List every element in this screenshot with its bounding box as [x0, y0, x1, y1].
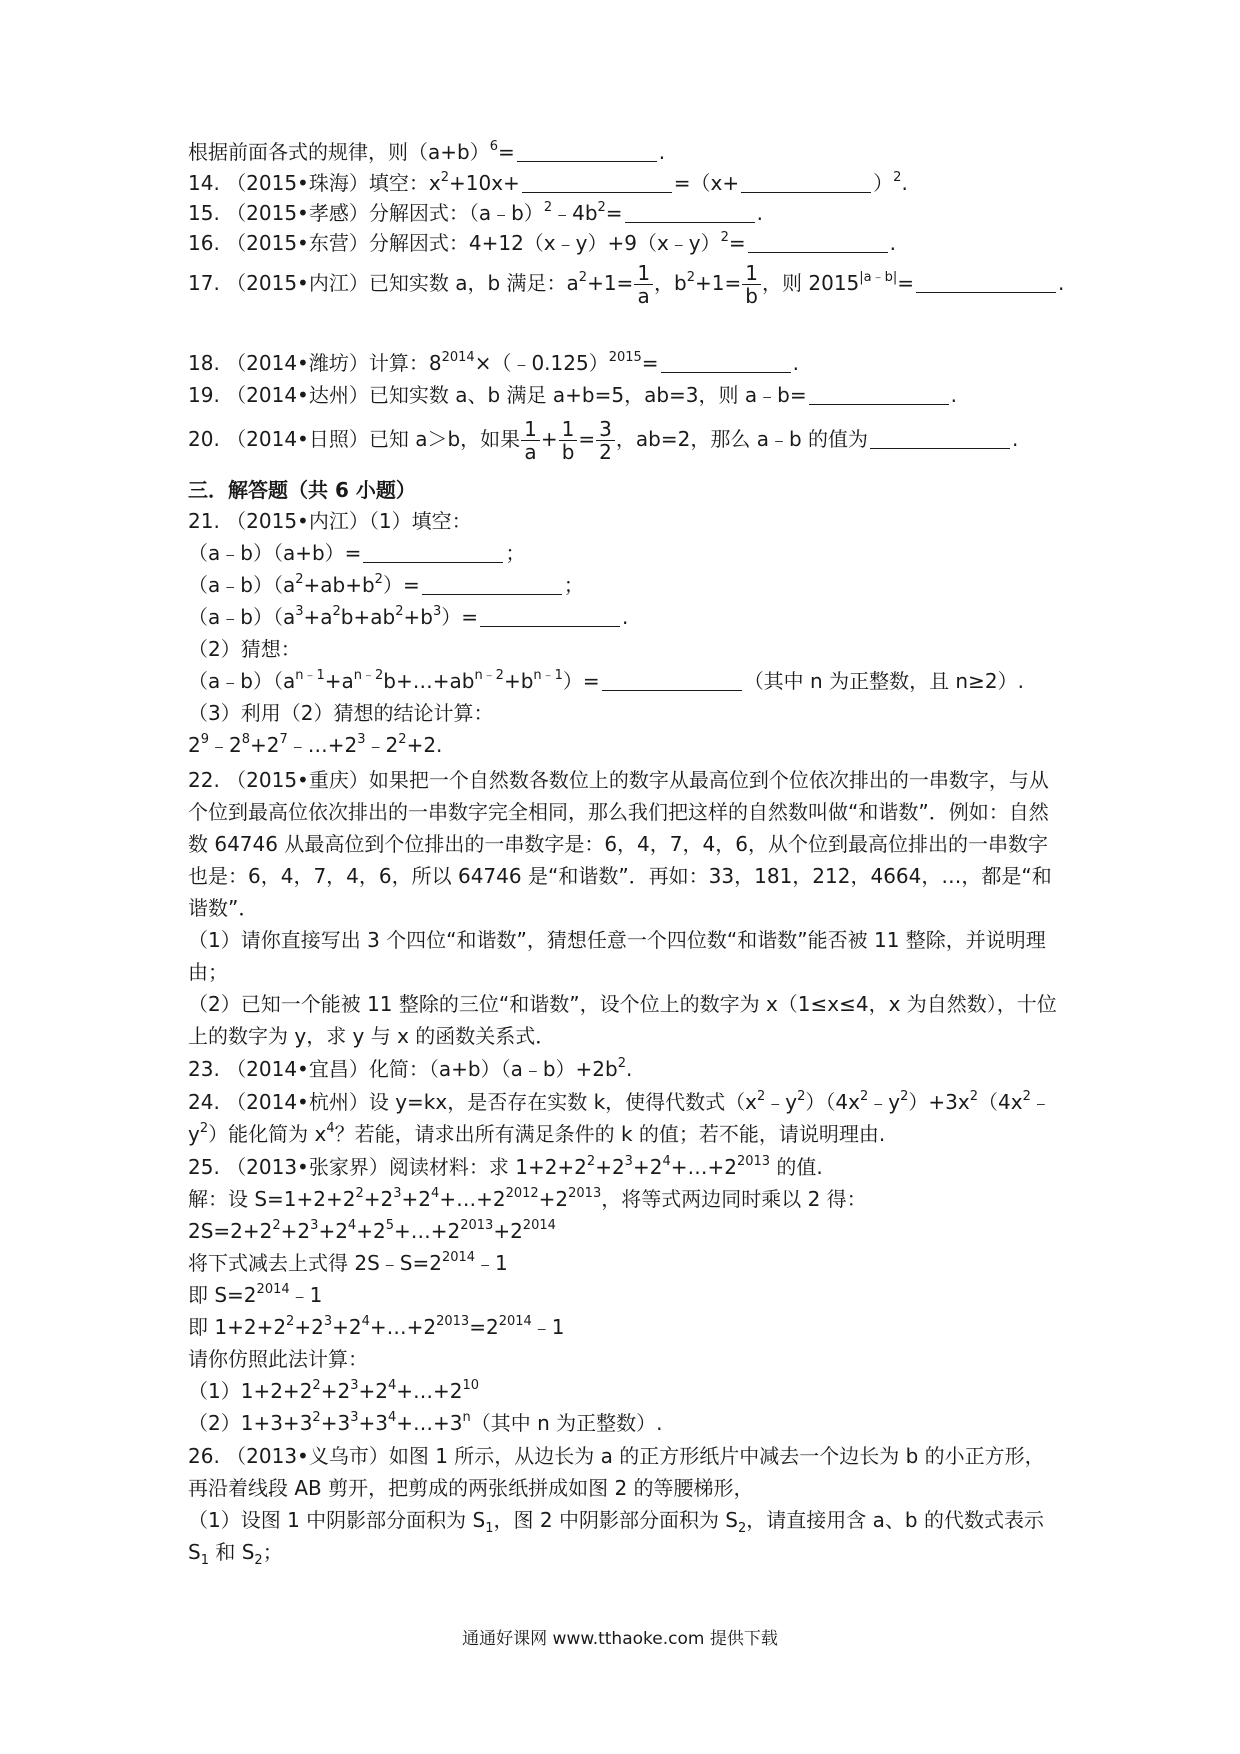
exponent: 2 — [893, 170, 902, 185]
text: 25. （2013•张家界）阅读材料：求 1+2+2 — [188, 1155, 587, 1179]
question-22-paragraph-3: （2）已知一个能被 11 整除的三位“和谐数”，设个位上的数字为 x（1≤x≤4，x 为自然数），十位上的数字为 y，求 y 与 x 的函数关系式． — [188, 992, 1057, 1048]
exponent: 2 — [578, 270, 588, 285]
answer-blank[interactable] — [517, 139, 657, 162]
text: 将下式减去上式得 2S﹣S=2 — [188, 1251, 442, 1275]
text: 18. （2014•潍坊）计算：8 — [188, 351, 442, 375]
text: ） — [873, 171, 894, 195]
exponent: 2 — [440, 170, 449, 185]
exponent: 2 — [1022, 1089, 1031, 1104]
text: +b — [403, 605, 433, 629]
answer-blank[interactable] — [522, 170, 672, 193]
fraction — [521, 418, 540, 463]
numerator: 1 — [521, 418, 540, 441]
text: ？若能，请求出所有满足条件的 k 的值；若不能，请说明理由. — [334, 1122, 886, 1146]
exponent: 2012 — [505, 1186, 539, 1201]
exponent: 4 — [326, 1121, 335, 1136]
text: ﹣1 — [475, 1251, 508, 1275]
answer-blank[interactable] — [748, 230, 888, 253]
exponent: 7 — [279, 732, 288, 747]
text: ，ab=2，那么 a﹣b 的值为 — [615, 427, 869, 451]
text: ）= — [441, 605, 478, 629]
fraction — [634, 262, 653, 307]
text: b+…+ab — [383, 669, 475, 693]
text: . — [901, 171, 908, 195]
text: （a﹣b）（a — [188, 669, 296, 693]
line-pattern-question — [188, 137, 665, 167]
exponent: 2 — [969, 1089, 978, 1104]
exponent: 2 — [332, 604, 341, 619]
question-21-line-2 — [188, 570, 584, 600]
text: 和 S — [208, 1540, 255, 1564]
text: +…+2 — [439, 1187, 506, 1211]
question-21-line-4 — [188, 666, 1024, 696]
exponent: 2 — [900, 1089, 909, 1104]
question-21-line-3 — [188, 602, 628, 632]
text: （1）设图 1 中阴影部分面积为 S — [188, 1508, 486, 1532]
answer-blank[interactable] — [661, 350, 791, 373]
exponent: 2014 — [498, 1314, 532, 1329]
text: 23. （2014•宜昌）化简：（a+b）（a﹣b）+2b — [188, 1057, 618, 1081]
question-20 — [188, 418, 1018, 463]
answer-blank[interactable] — [625, 200, 755, 223]
text: （a﹣b）（a — [188, 605, 296, 629]
question-24 — [188, 1086, 1058, 1150]
exponent: 2014 — [441, 1250, 476, 1265]
text: 2S=2+2 — [188, 1219, 273, 1243]
answer-blank[interactable] — [809, 382, 949, 405]
text: ﹣…+2 — [287, 733, 358, 757]
text: +…+2 — [393, 1219, 461, 1243]
section-heading: 三．解答题（共 6 小题） — [188, 478, 416, 502]
exponent: 4 — [662, 1154, 671, 1169]
exponent: 2 — [312, 1378, 321, 1393]
exponent: 8 — [241, 732, 251, 747]
question-21-line-5 — [188, 730, 442, 760]
text: ； — [563, 573, 584, 597]
exponent: 10 — [462, 1378, 480, 1393]
text: = — [897, 271, 915, 295]
text: b+ab — [340, 605, 396, 629]
exponent: 2 — [286, 1314, 295, 1329]
text: 17. （2015•内江）已知实数 a，b 满足：a — [188, 271, 579, 295]
text: +2 — [294, 1315, 324, 1339]
text: +2. — [406, 733, 443, 757]
text: . — [950, 383, 957, 407]
text: +…+3 — [396, 1411, 463, 1435]
text: . — [889, 231, 897, 255]
question-26-paragraph-1: 26. （2013•义乌市）如图 1 所示，从边长为 a 的正方形纸片中减去一个边长为 b 的小正方形，再沿着线段 AB 剪开，把剪成的两张纸拼成如图 2 的等腰梯形， — [188, 1444, 1045, 1500]
question-21-use: （3）利用（2）猜想的结论计算： — [188, 701, 494, 725]
text: . — [625, 1057, 633, 1081]
numerator: 1 — [634, 262, 653, 285]
exponent: 3 — [295, 604, 304, 619]
text: ）= — [562, 669, 600, 693]
exponent: 9 — [200, 732, 210, 747]
text: = — [498, 140, 515, 164]
text: 即 1+2+2 — [188, 1315, 287, 1339]
denominator: b — [745, 284, 758, 308]
subscript: 1 — [485, 1521, 494, 1536]
answer-blank[interactable] — [602, 668, 742, 691]
question-21-title: 21. （2015•内江）（1）填空： — [188, 509, 472, 533]
text: +2 — [538, 1187, 569, 1211]
text: 即 S=2 — [188, 1283, 257, 1307]
exponent: 4 — [431, 1186, 440, 1201]
text: ﹣y — [765, 1090, 798, 1114]
exponent: 3 — [624, 1154, 633, 1169]
text: 2 — [188, 733, 201, 757]
text: . — [1012, 427, 1019, 451]
question-25-task-1 — [188, 1376, 479, 1406]
exponent: 2 — [355, 1186, 364, 1201]
question-25 — [188, 1152, 823, 1182]
question-25-solution-1 — [188, 1184, 867, 1214]
numerator: 1 — [742, 262, 761, 285]
exponent: 2013 — [568, 1186, 602, 1201]
answer-blank[interactable] — [741, 170, 871, 193]
text: +1= — [695, 271, 742, 295]
exponent: 3 — [393, 1186, 402, 1201]
page-footer: 通通好课网 www.tthaoke.com 提供下载 — [462, 1629, 778, 1649]
text: +3 — [358, 1411, 388, 1435]
text: +2 — [493, 1219, 523, 1243]
question-25-solution-3 — [188, 1248, 508, 1278]
question-22-paragraph-2: （1）请你直接写出 3 个四位“和谐数”，猜想任意一个四位数“和谐数”能否被 11 整除，并说明理由； — [188, 928, 1046, 984]
text: +2 — [318, 1219, 348, 1243]
text: +3 — [320, 1411, 351, 1435]
text: ）（4x — [805, 1090, 860, 1114]
text: 24. （2014•杭州）设 y=kx，是否存在实数 k，使得代数式（x — [188, 1090, 758, 1114]
exponent: 2 — [295, 572, 304, 587]
exponent: 2 — [797, 1089, 806, 1104]
exponent: 2 — [312, 1410, 321, 1425]
text: +ab+b — [303, 573, 375, 597]
exponent: 2 — [543, 200, 553, 215]
text: = — [605, 201, 623, 225]
denominator: a — [524, 440, 537, 464]
exponent: 2 — [617, 1056, 626, 1071]
text: 解：设 S=1+2+2 — [188, 1187, 356, 1211]
text: ）能化简为 x — [208, 1122, 327, 1146]
subscript: 2 — [738, 1521, 747, 1536]
text: +2 — [632, 1155, 663, 1179]
text: 15. （2015•孝感）分解因式：（a﹣b） — [188, 201, 544, 225]
text: （a﹣b）（a — [188, 573, 296, 597]
question-21-line-1 — [188, 538, 525, 568]
subscript: 2 — [254, 1553, 263, 1568]
text: ﹣1 — [289, 1283, 323, 1307]
denominator: b — [561, 440, 575, 464]
text: ﹣y — [188, 1090, 1051, 1146]
text: （1）1+2+2 — [188, 1379, 313, 1403]
text: +2 — [280, 1219, 311, 1243]
text: +a — [303, 605, 333, 629]
exponent: 6 — [489, 139, 498, 154]
exponent: 2 — [398, 732, 407, 747]
text: . — [621, 605, 629, 629]
text: 20. （2014•日照）已知 a＞b，如果 — [188, 427, 521, 451]
text: ，则 2015 — [762, 271, 860, 295]
text: +2 — [250, 733, 280, 757]
exponent: 2 — [199, 1121, 209, 1136]
text: +a — [324, 669, 354, 693]
text: （2）1+3+3 — [188, 1411, 313, 1435]
text: ×（﹣0.125） — [474, 351, 609, 375]
question-25-solution-2 — [188, 1216, 556, 1246]
text: 根据前面各式的规律，则（a+b） — [188, 140, 490, 164]
exponent: 2 — [859, 1089, 869, 1104]
question-25-solution-4 — [188, 1280, 322, 1310]
text: +2 — [332, 1315, 362, 1339]
question-14 — [188, 168, 908, 198]
exponent: 4 — [387, 1378, 397, 1393]
exponent: 4 — [347, 1218, 357, 1233]
question-23 — [188, 1054, 632, 1084]
text: . — [792, 351, 799, 375]
text: . — [658, 140, 666, 164]
text: +2 — [320, 1379, 351, 1403]
text: = — [578, 427, 596, 451]
exponent: 2013 — [460, 1218, 494, 1233]
exponent: 2 — [597, 200, 606, 215]
text: 14. （2015•珠海）填空：x — [188, 171, 441, 195]
text: + — [540, 427, 558, 451]
exponent: 2 — [272, 1218, 281, 1233]
text: +…+2 — [369, 1315, 437, 1339]
text: ，b — [654, 271, 687, 295]
text: =2 — [469, 1315, 499, 1339]
text: 的值. — [770, 1155, 823, 1179]
fraction — [559, 418, 578, 463]
exponent: 2015 — [608, 350, 642, 365]
text: . — [756, 201, 763, 225]
question-25-task-2 — [188, 1408, 662, 1438]
exponent: 3 — [350, 1410, 359, 1425]
text: +…+2 — [670, 1155, 737, 1179]
exponent: n﹣1 — [295, 668, 325, 683]
exponent: 4 — [387, 1410, 397, 1425]
question-22-paragraph-1: 22. （2015•重庆）如果把一个自然数各数位上的数字从最高位到个位依次排出的一串数字，与从个位到最高位依次排出的一串数字完全相同，那么我们把这样的自然数叫做“和谐数”．例如：自然数 64746 从最高位到个位排出的一串数字是：6，4，7，4，6，从个位到最高位排出的一串数字也是：6，4，7，4，6，所以 64746 是“和谐数”．再如：33，181，212，4664，…，都是“和谐数”． — [188, 768, 1052, 920]
answer-blank[interactable] — [916, 270, 1056, 293]
text: = — [728, 231, 746, 255]
numerator: 1 — [559, 418, 578, 441]
answer-blank[interactable] — [480, 604, 620, 627]
exponent: |a﹣b| — [859, 270, 898, 285]
question-25-solution-6: 请你仿照此法计算： — [188, 1347, 368, 1371]
text: +2 — [401, 1187, 432, 1211]
text: +1= — [587, 271, 634, 295]
exponent: 3 — [323, 1314, 333, 1329]
numerator: 3 — [596, 418, 615, 441]
exponent: 2013 — [436, 1314, 470, 1329]
answer-blank[interactable] — [363, 540, 503, 563]
text: （其中 n 为正整数，且 n≥2）. — [743, 669, 1024, 693]
question-17 — [188, 262, 1064, 307]
question-16 — [188, 228, 896, 258]
exponent: 2 — [586, 1154, 596, 1169]
exponent: 2013 — [736, 1154, 771, 1169]
text: ﹣4b — [552, 201, 598, 225]
text: +10x+ — [448, 171, 520, 195]
exponent: 3 — [432, 604, 442, 619]
fraction — [596, 418, 615, 463]
text: +2 — [358, 1379, 388, 1403]
text: ，将等式两边同时乘以 2 得： — [601, 1187, 867, 1211]
question-26-paragraph-2 — [188, 1504, 1058, 1568]
text: ﹣y — [868, 1090, 901, 1114]
exponent: 2 — [686, 270, 696, 285]
text: （4x — [978, 1090, 1023, 1114]
text: +2 — [356, 1219, 386, 1243]
text: ）= — [382, 573, 420, 597]
exponent: 4 — [361, 1314, 370, 1329]
text: +b — [503, 669, 534, 693]
text: ）+3x — [908, 1090, 970, 1114]
exponent: 3 — [310, 1218, 319, 1233]
exponent: 2014 — [256, 1282, 290, 1297]
subscript: 1 — [200, 1553, 209, 1568]
exponent: 2014 — [522, 1218, 556, 1233]
text: ； — [262, 1540, 283, 1564]
text: +2 — [595, 1155, 625, 1179]
text: ﹣2 — [209, 733, 242, 757]
text: （其中 n 为正整数）. — [470, 1411, 663, 1435]
text: ﹣2 — [365, 733, 399, 757]
exponent: 2 — [395, 604, 404, 619]
fraction — [742, 262, 761, 307]
text: ，图 2 中阴影部分面积为 S — [493, 1508, 738, 1532]
text: +2 — [363, 1187, 394, 1211]
answer-blank[interactable] — [870, 426, 1010, 449]
exponent: n﹣2 — [474, 668, 504, 683]
answer-blank[interactable] — [422, 572, 562, 595]
question-19 — [188, 380, 957, 410]
text: = — [641, 351, 659, 375]
denominator: 2 — [599, 440, 612, 464]
exponent: 3 — [357, 732, 366, 747]
text: （a﹣b）（a+b）= — [188, 541, 362, 565]
question-18 — [188, 348, 799, 378]
exponent: 2014 — [441, 350, 475, 365]
text: . — [1058, 271, 1065, 295]
exponent: 2 — [757, 1089, 766, 1104]
exponent: n﹣1 — [533, 668, 563, 683]
text: 19. （2014•达州）已知实数 a、b 满足 a+b=5，ab=3，则 a﹣b= — [188, 383, 807, 407]
denominator: a — [637, 284, 650, 308]
text: ； — [505, 541, 526, 565]
question-25-solution-5 — [188, 1312, 565, 1342]
text: ，请直接用含 a、b 的代数式表示 S — [188, 1508, 1044, 1564]
exponent: 3 — [350, 1378, 359, 1393]
text: 16. （2015•东营）分解因式：4+12（x﹣y）+9（x﹣y） — [188, 231, 721, 255]
question-21-guess: （2）猜想： — [188, 637, 301, 661]
exponent: 2 — [720, 230, 729, 245]
exponent: 2 — [374, 572, 383, 587]
question-15 — [188, 198, 763, 228]
exponent: n — [462, 1410, 471, 1425]
text: +…+2 — [396, 1379, 463, 1403]
text: ﹣1 — [531, 1315, 565, 1339]
exponent: 5 — [385, 1218, 394, 1233]
exponent: n﹣2 — [353, 668, 384, 683]
text: =（x+ — [673, 171, 740, 195]
